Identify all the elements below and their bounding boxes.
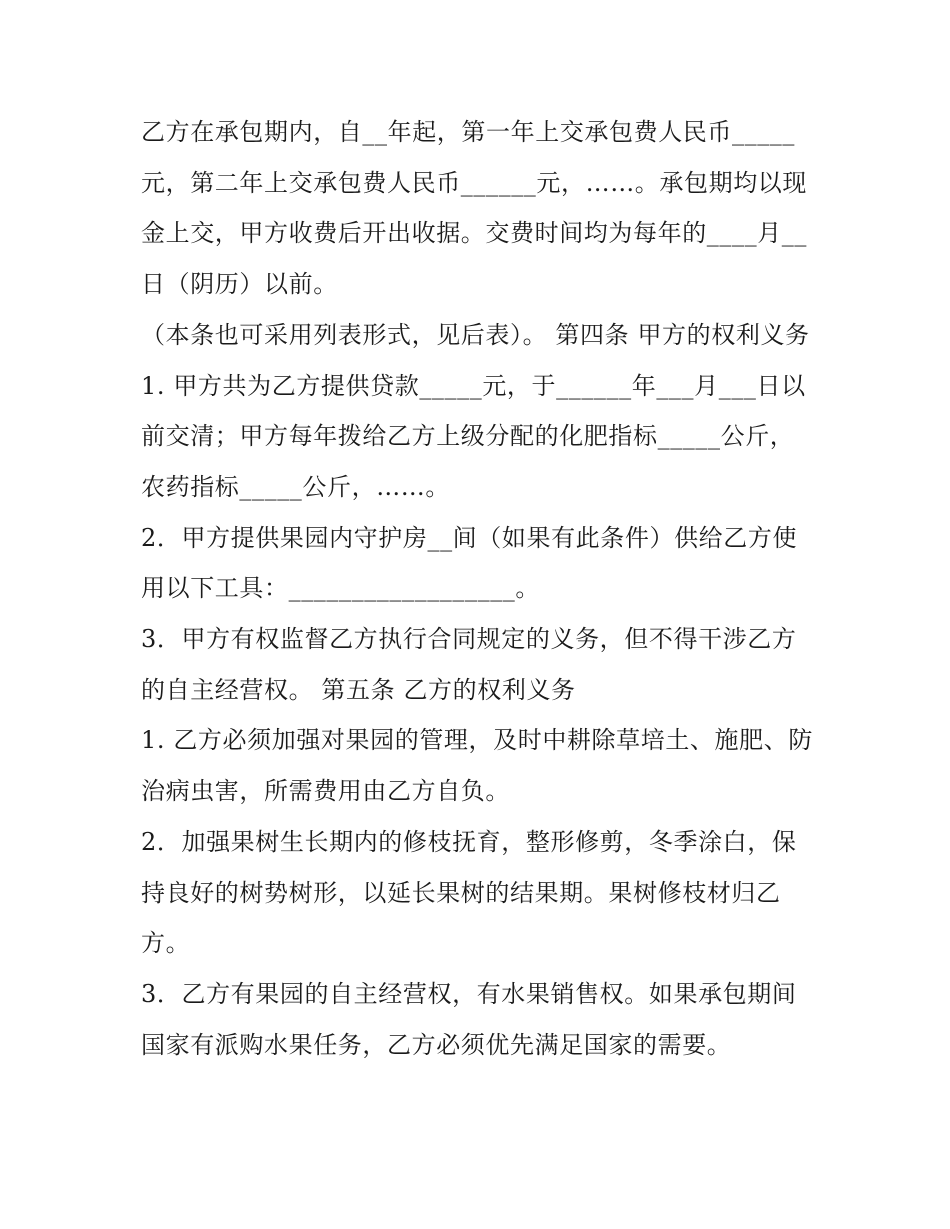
paragraph-party-a-item-1: 1. 甲方共为乙方提供贷款_____元，于______年___月___日以前交清；甲方每年拨给乙方上级分配的化肥指标_____公斤，农药指标_____公斤，……。 [141, 371, 806, 501]
paragraph-party-a-item-3: 3．甲方有权监督乙方执行合同规定的义务，但不得干涉乙方的自主经营权。 第五条 乙方的权利义务 [141, 625, 797, 704]
paragraph-party-a-item-2: 2．甲方提供果园内守护房__间（如果有此条件）供给乙方使用以下工具：__________________。 [141, 523, 798, 603]
paragraph-fee-payment: 乙方在承包期内，自__年起，第一年上交承包费人民币_____元，第二年上交承包费人民币______元，……。承包期均以现金上交，甲方收费后开出收据。交费时间均为每年的____月__日（阴历）以前。 [141, 118, 807, 299]
document-body [141, 107, 813, 1070]
paragraph-article-four-heading: （本条也可采用列表形式，见后表）。 第四条 甲方的权利义务 [141, 320, 810, 349]
paragraph-party-b-item-3: 3．乙方有果园的自主经营权，有水果销售权。如果承包期间国家有派购水果任务，乙方必须优先满足国家的需要。 [141, 979, 797, 1059]
paragraph-party-b-item-2: 2．加强果树生长期内的修枝抚育，整形修剪，冬季涂白，保持良好的树势树形，以延长果树的结果期。果树修枝材归乙方。 [141, 827, 797, 958]
paragraph-party-b-item-1: 1. 乙方必须加强对果园的管理，及时中耕除草培土、施肥、防治病虫害，所需费用由乙方自负。 [141, 726, 813, 806]
